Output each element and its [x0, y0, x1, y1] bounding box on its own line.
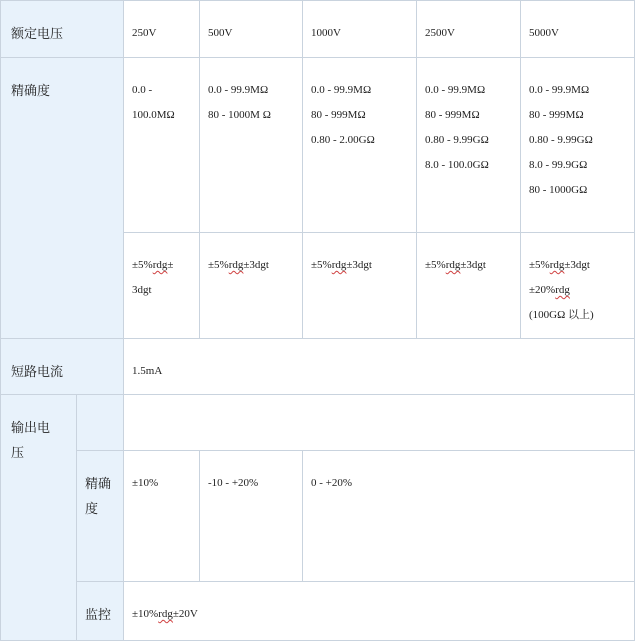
range-line: 100.0MΩ [132, 109, 175, 121]
output-accuracy-cell [200, 451, 303, 582]
output-accuracy-label: 精确 [85, 476, 112, 491]
range-line: 80 - 999MΩ [425, 109, 480, 121]
range-cell-250 [124, 58, 200, 233]
range-line: 80 - 1000GΩ [529, 184, 588, 196]
rated-voltage-cell [200, 1, 303, 58]
short-circuit-header [1, 339, 124, 395]
tolerance-line: ±5%rdg±3dgt [208, 259, 269, 271]
voltage-5000: 5000V [529, 27, 559, 39]
rated-voltage-label: 额定电压 [11, 26, 64, 41]
tolerance-note: (100GΩ 以上) [529, 309, 594, 321]
range-line: 80 - 999MΩ [529, 109, 584, 121]
range-cell-5000 [521, 58, 635, 233]
output-voltage-subheader-empty [77, 395, 124, 451]
monitor-label: 监控 [85, 607, 112, 622]
monitor-value: ±10%rdg±20V [132, 608, 198, 620]
tolerance-line: ±20%rdg [529, 284, 570, 296]
monitor-header [77, 582, 124, 641]
rated-voltage-cell [521, 1, 635, 58]
range-line: 0.80 - 9.99GΩ [529, 134, 593, 146]
rated-voltage-row [1, 1, 635, 58]
output-accuracy-value: 0 - +20% [311, 477, 353, 489]
range-line: 0.80 - 2.00GΩ [311, 134, 375, 146]
range-line: 0.0 - 99.9MΩ [311, 84, 372, 96]
output-voltage-label: 压 [11, 445, 25, 460]
output-accuracy-cell [303, 451, 635, 582]
tolerance-cell-5000 [521, 233, 635, 339]
range-line: 80 - 999MΩ [311, 109, 366, 121]
range-line: 0.0 - 99.9MΩ [425, 84, 486, 96]
tolerance-line: ±5%rdg±3dgt [311, 259, 372, 271]
output-accuracy-label: 度 [85, 501, 99, 516]
voltage-250: 250V [132, 27, 157, 39]
range-line: 0.80 - 9.99GΩ [425, 134, 489, 146]
voltage-1000: 1000V [311, 27, 341, 39]
range-cell-500 [200, 58, 303, 233]
range-line: 0.0 - [132, 84, 153, 96]
short-circuit-row [1, 339, 635, 395]
tolerance-line: ±5%rdg± [132, 259, 174, 271]
short-circuit-label: 短路电流 [11, 364, 64, 379]
output-accuracy-header [77, 451, 124, 582]
accuracy-label: 精确度 [11, 83, 51, 98]
rated-voltage-cell [417, 1, 521, 58]
range-line: 0.0 - 99.9MΩ [208, 84, 269, 96]
accuracy-range-row [1, 58, 635, 233]
range-cell-2500 [417, 58, 521, 233]
output-accuracy-value: -10 - +20% [208, 477, 259, 489]
range-line: 8.0 - 100.0GΩ [425, 159, 489, 171]
rated-voltage-cell [303, 1, 417, 58]
short-circuit-value: 1.5mA [132, 365, 163, 377]
tolerance-line: ±5%rdg±3dgt [425, 259, 486, 271]
output-voltage-label: 输出电 [11, 420, 51, 435]
range-line: 0.0 - 99.9MΩ [529, 84, 590, 96]
monitor-cell [124, 582, 635, 641]
tolerance-cell-1000 [303, 233, 417, 339]
output-voltage-header [1, 395, 77, 641]
monitor-row [1, 582, 635, 641]
tolerance-line: ±5%rdg±3dgt [529, 259, 590, 271]
output-accuracy-value: ±10% [132, 477, 159, 489]
range-line: 80 - 1000M Ω [208, 109, 271, 121]
range-line: 8.0 - 99.9GΩ [529, 159, 588, 171]
output-voltage-row [1, 395, 635, 451]
rated-voltage-header [1, 1, 124, 58]
short-circuit-cell [124, 339, 635, 395]
voltage-500: 500V [208, 27, 233, 39]
tolerance-cell-500 [200, 233, 303, 339]
tolerance-cell-250 [124, 233, 200, 339]
accuracy-header [1, 58, 124, 339]
tolerance-cell-2500 [417, 233, 521, 339]
rated-voltage-cell [124, 1, 200, 58]
output-accuracy-row [1, 451, 635, 582]
output-voltage-empty-cell [124, 395, 635, 451]
voltage-2500: 2500V [425, 27, 455, 39]
output-accuracy-cell [124, 451, 200, 582]
tolerance-line: 3dgt [132, 284, 152, 296]
range-cell-1000 [303, 58, 417, 233]
